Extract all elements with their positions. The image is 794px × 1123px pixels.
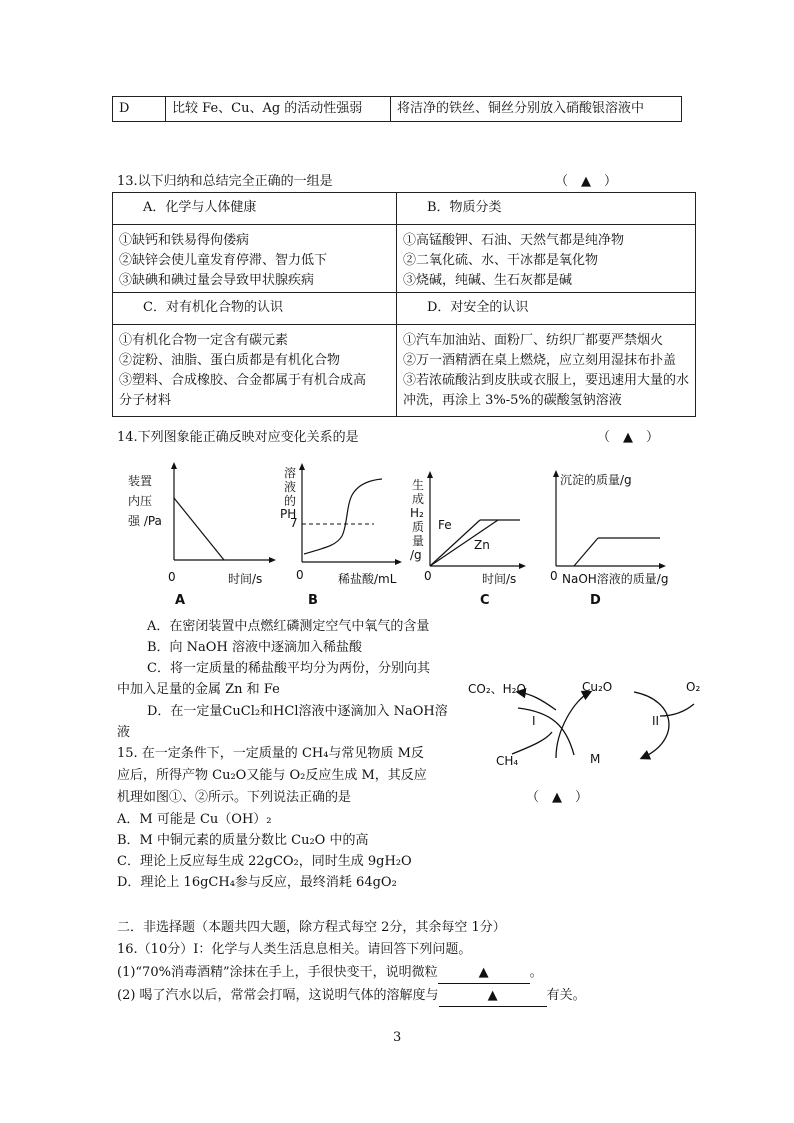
q16-2-blank[interactable] — [439, 986, 547, 1007]
blank-triangle-icon: ▲ — [487, 988, 498, 1003]
row-purpose: 比较 Fe、Cu、Ag 的活动性强弱 — [166, 97, 391, 122]
diagram-step-i: I — [532, 714, 536, 728]
q15-stem-line: 机理如图①、②所示。下列说法正确的是 — [117, 790, 352, 805]
q15-answer-mark: （ ▲ ） — [526, 790, 588, 805]
q12-table-row-d — [112, 96, 682, 122]
diagram-step-ii: II — [652, 714, 660, 728]
graph-b-ylabel: 液 — [284, 480, 297, 494]
graph-d-letter: D — [590, 593, 601, 608]
q15-stem-line: 应后，所得产物 Cu₂O又能与 O₂反应生成 M，其反应 — [117, 768, 427, 783]
q16-1 — [117, 963, 543, 984]
q14-option-a: A．在密闭装置中点燃红磷测定空气中氧气的含量 — [147, 619, 430, 634]
graph-c-ylabel: 成 — [412, 492, 425, 506]
q13-d-title: D．对安全的认识 — [396, 293, 695, 325]
q16-2-text: (2) 喝了汽水以后，常常会打嗝，这说明气体的溶解度与 — [117, 988, 439, 1003]
graph-b-origin: 0 — [296, 568, 304, 582]
q14-stem: 14.下列图象能正确反映对应变化关系的是 — [117, 430, 359, 445]
page-number: 3 — [393, 1030, 402, 1045]
q16-2-end: 有关。 — [546, 988, 586, 1003]
q13-c-line: ①有机化合物一定含有碳元素 — [119, 333, 289, 348]
graph-c-ylabel: 生 — [412, 478, 425, 492]
q13-a-line: ①缺钙和铁易得佝偻病 — [119, 233, 250, 248]
q13-a-title: A．化学与人体健康 — [113, 193, 397, 225]
graph-b-tick-7: 7 — [290, 516, 298, 530]
q16-1-text: (1)“70%消毒酒精”涂抹在手上，手很快变干，说明微粒 — [117, 965, 438, 980]
graph-b-ylabel: 的 — [284, 494, 297, 508]
graph-a-origin: 0 — [168, 570, 176, 584]
q14-option-b: B．向 NaOH 溶液中逐滴加入稀盐酸 — [147, 640, 362, 655]
q13-b-line: ③烧碱，纯碱、生石灰都是碱 — [402, 273, 572, 288]
graph-a-xlabel: 时间/s — [228, 572, 263, 586]
graph-c-xlabel: 时间/s — [482, 572, 517, 586]
q13-a-line: ②缺锌会使儿童发育停滞、智力低下 — [119, 253, 328, 268]
row-method: 将洁净的铁丝、铜丝分别放入硝酸银溶液中 — [391, 97, 682, 122]
q13-d-content — [396, 325, 695, 417]
q16-1-end: 。 — [529, 965, 543, 980]
diagram-ch4: CH₄ — [496, 754, 519, 768]
q14-option-c: C．将一定质量的稀盐酸平均分为两份，分别向其 — [147, 661, 430, 676]
q13-answer-mark: （ ▲ ） — [555, 174, 617, 189]
graph-a-axes — [160, 460, 280, 570]
graph-a-ylabel: 内压 — [128, 494, 153, 508]
q13-a-line: ③缺碘和碘过量会导致甲状腺疾病 — [119, 273, 315, 288]
q15-option-a: A．M 可能是 Cu（OH）₂ — [117, 812, 272, 827]
q15-option-b: B．M 中铜元素的质量分数比 Cu₂O 中的高 — [117, 833, 369, 848]
graph-c-ylabel: 质 — [412, 520, 425, 534]
q16-1-blank[interactable] — [438, 963, 530, 984]
diagram-co2-h2o: CO₂、H₂O — [468, 682, 526, 696]
graph-d-xlabel: NaOH溶液的质量/g — [562, 572, 669, 586]
graph-d-ylabel: 沉淀的质量/g — [560, 473, 632, 487]
q13-b-title: B．物质分类 — [396, 193, 695, 225]
graph-b-xlabel: 稀盐酸/mL — [338, 572, 397, 586]
q14-option-d: D．在一定量CuCl₂和HCl溶液中逐滴加入 NaOH溶 — [147, 704, 448, 719]
blank-triangle-icon: ▲ — [478, 965, 489, 980]
graph-c-ylabel: /g — [410, 548, 422, 562]
graph-a-ylabel: 强 /Pa — [128, 514, 162, 528]
q14-option-c-cont: 中加入足量的金属 Zn 和 Fe — [117, 682, 280, 697]
graph-c-ylabel: 量 — [412, 534, 425, 548]
q13-d-line: ③若浓硫酸沾到皮肤或衣服上，要迅速用大量的水 — [402, 373, 689, 388]
q16-intro: 16.（10分）I：化学与人类生活息息相关。请回答下列问题。 — [117, 942, 472, 957]
q13-d-line: ①汽车加油站、面粉厂、纺织厂都要严禁烟火 — [402, 333, 663, 348]
q13-c-title: C．对有机化合物的认识 — [113, 293, 397, 325]
q15-option-d: D．理论上 16gCH₄参与反应，最终消耗 64gO₂ — [117, 875, 397, 890]
graph-d-axes — [552, 468, 672, 574]
graph-b-ylabel: PH — [280, 507, 297, 521]
graph-b-axes — [296, 462, 406, 572]
q13-d-line: ②万一酒精洒在桌上燃烧，应立刻用湿抹布扑盖 — [402, 353, 676, 368]
q15-option-c: C．理论上反应每生成 22gCO₂，同时生成 9gH₂O — [117, 854, 412, 869]
graph-c-letter: C — [480, 593, 490, 608]
q13-table — [112, 192, 696, 417]
graph-d-origin: 0 — [550, 569, 558, 583]
q16-2 — [117, 986, 586, 1007]
q15-stem-line: 15. 在一定条件下，一定质量的 CH₄与常见物质 M反 — [117, 746, 424, 761]
q13-b-line: ①高锰酸钾、石油、天然气都是纯净物 — [402, 233, 624, 248]
q13-c-line: ③塑料、合成橡胶、合金都属于有机合成高 — [119, 373, 367, 388]
diagram-m: M — [590, 752, 601, 766]
graph-a-letter: A — [175, 593, 186, 608]
graph-c-origin: 0 — [424, 569, 432, 583]
q13-a-content — [113, 225, 397, 293]
q13-b-line: ②二氧化硫、水、干冰都是氧化物 — [402, 253, 598, 268]
graph-b-ylabel: 溶 — [284, 466, 297, 480]
q14-answer-mark: （ ▲ ） — [597, 430, 659, 445]
graph-c-fe-label: Fe — [438, 518, 452, 532]
q13-stem: 13.以下归纳和总结完全正确的一组是 — [117, 174, 333, 189]
graph-c-ylabel: H₂ — [410, 506, 424, 520]
q13-b-content — [396, 225, 695, 293]
q13-c-line: ②淀粉、油脂、蛋白质都是有机化合物 — [119, 353, 341, 368]
q13-d-line: 冲洗，再涂上 3%-5%的碳酸氢钠溶液 — [402, 393, 622, 408]
graph-c-zn-label: Zn — [474, 538, 490, 552]
graph-a-ylabel: 装置 — [128, 474, 153, 488]
diagram-cu2o: Cu₂O — [582, 680, 613, 694]
row-letter: D — [113, 97, 166, 122]
part2-heading: 二．非选择题（本题共四大题，除方程式每空 2分，其余每空 1分） — [117, 920, 506, 935]
q13-c-content — [113, 325, 397, 417]
diagram-o2: O₂ — [686, 680, 701, 694]
graph-b-letter: B — [308, 593, 318, 608]
q13-c-line: 分子材料 — [119, 393, 172, 408]
q14-option-d-cont: 液 — [117, 725, 131, 740]
